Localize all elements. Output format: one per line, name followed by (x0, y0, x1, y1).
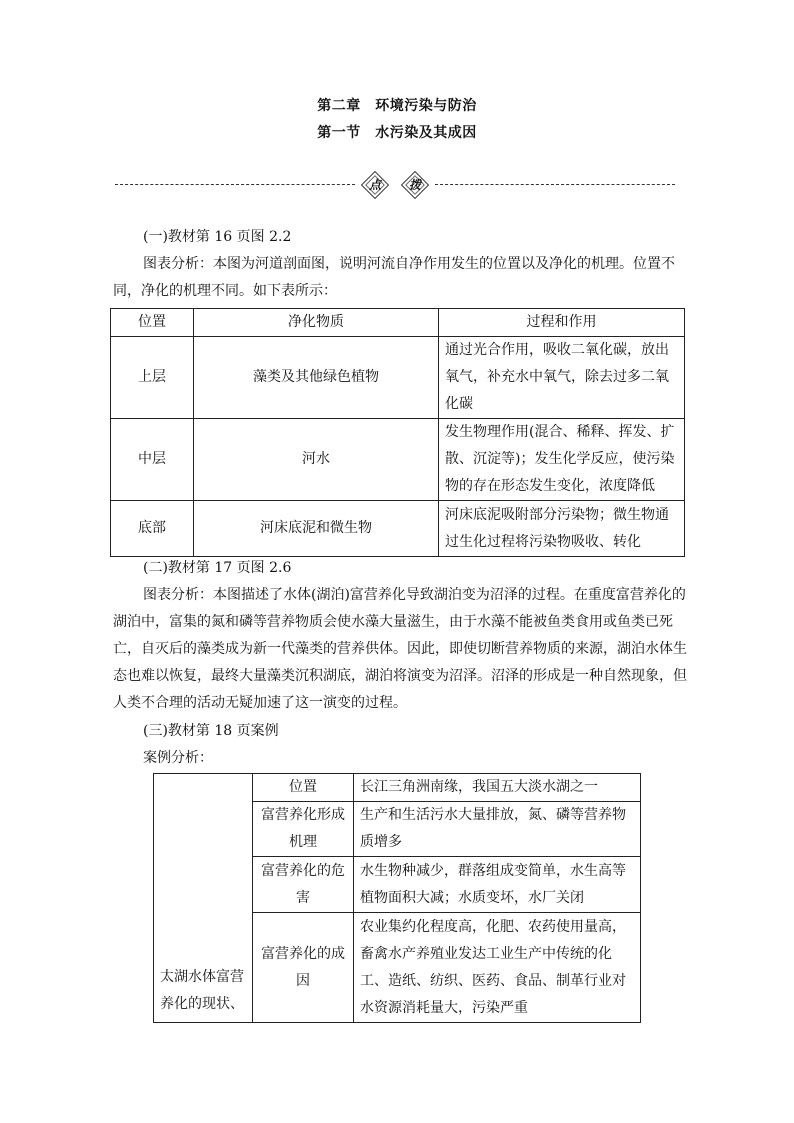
table-cell-substance: 河床底泥和微生物 (194, 501, 439, 557)
table-cell-desc: 农业集约化程度高，化肥、农药使用量高，畜禽水产养殖业发达工业生产中传统的化工、造纸、纺织、医药、食品、制革行业对水资源消耗量大，污染严重 (354, 913, 641, 1023)
diamond-seal-icon (402, 172, 428, 198)
table-row (111, 501, 685, 557)
table-cell-process: 发生物理作用(混合、稀释、挥发、扩散、沉淀等)；发生化学反应，使污染物的存在形态发生变化，浓度降低 (439, 419, 685, 501)
part3-analysis-label: 案例分析： (143, 750, 213, 766)
table-row (111, 337, 685, 419)
table-header-cell: 位置 (111, 309, 194, 337)
table-cell-process: 通过光合作用，吸收二氧化碳，放出氧气，补充水中氧气，除去过多二氧化碳 (439, 337, 685, 419)
table-cell-substance: 河水 (194, 419, 439, 501)
table-row (154, 774, 641, 802)
taihu-case-table (153, 773, 641, 1023)
table-cell-desc: 生产和生活污水大量排放，氮、磷等营养物质增多 (354, 802, 641, 857)
chapter-title: 第二章 环境污染与防治 (317, 98, 477, 114)
table-header-cell: 净化物质 (194, 309, 439, 337)
table-header-row (111, 309, 685, 337)
table-cell-process: 河床底泥吸附部分污染物；微生物通过生化过程将污染物吸收、转化 (439, 501, 685, 557)
part1-heading: (一)教材第 16 页图 2.2 (143, 229, 292, 245)
section-title: 第一节 水污染及其成因 (317, 125, 477, 141)
table-cell-position: 中层 (111, 419, 194, 501)
divider-dash-right (435, 184, 675, 185)
table-cell-position: 上层 (111, 337, 194, 419)
table-cell-desc: 长江三角洲南缘，我国五大淡水湖之一 (354, 774, 641, 802)
table-group-label: 太湖水体富营养化的现状、 (154, 774, 253, 1023)
part2-analysis: 图表分析：本图描述了水体(湖泊)富营养化导致湖泊变为沼泽的过程。在重度富营养化的湖泊中，富集的氮和磷等营养物质会使水藻大量滋生，由于水藻不能被鱼类食用或鱼类已死亡，自灭后的藻类成为新一代藻类的营养供体。因此，即使切断营养物质的来源，湖泊水体生态也难以恢复，最终大量藻类沉积湖底，湖泊将演变为沼泽。沼泽的形成是一种自然现象，但人类不合理的活动无疑加速了这一演变的过程。 (113, 587, 687, 711)
section-divider (115, 172, 675, 200)
purification-table (110, 308, 685, 557)
part1-analysis: 图表分析：本图为河道剖面图，说明河流自净作用发生的位置以及净化的机理。位置不同，净化的机理不同。如下表所示： (113, 256, 675, 299)
table-header-cell: 过程和作用 (439, 309, 685, 337)
divider-dash-left (115, 184, 355, 185)
part2-heading: (二)教材第 17 页图 2.6 (143, 560, 292, 576)
table-cell-substance: 藻类及其他绿色植物 (194, 337, 439, 419)
diamond-seal-icon (362, 172, 388, 198)
table-cell-item: 富营养化的危害 (253, 857, 354, 913)
table-cell-item: 富营养化形成机理 (253, 802, 354, 857)
table-cell-item: 富营养化的成因 (253, 913, 354, 1023)
part3-heading: (三)教材第 18 页案例 (143, 723, 279, 739)
table-cell-item: 位置 (253, 774, 354, 802)
table-cell-desc: 水生物种减少，群落组成变简单，水生高等植物面积大减；水质变坏，水厂关闭 (354, 857, 641, 913)
seal-char-2: 拨 (408, 178, 421, 192)
seal-char-1: 点 (368, 178, 381, 192)
table-cell-position: 底部 (111, 501, 194, 557)
table-row (111, 419, 685, 501)
